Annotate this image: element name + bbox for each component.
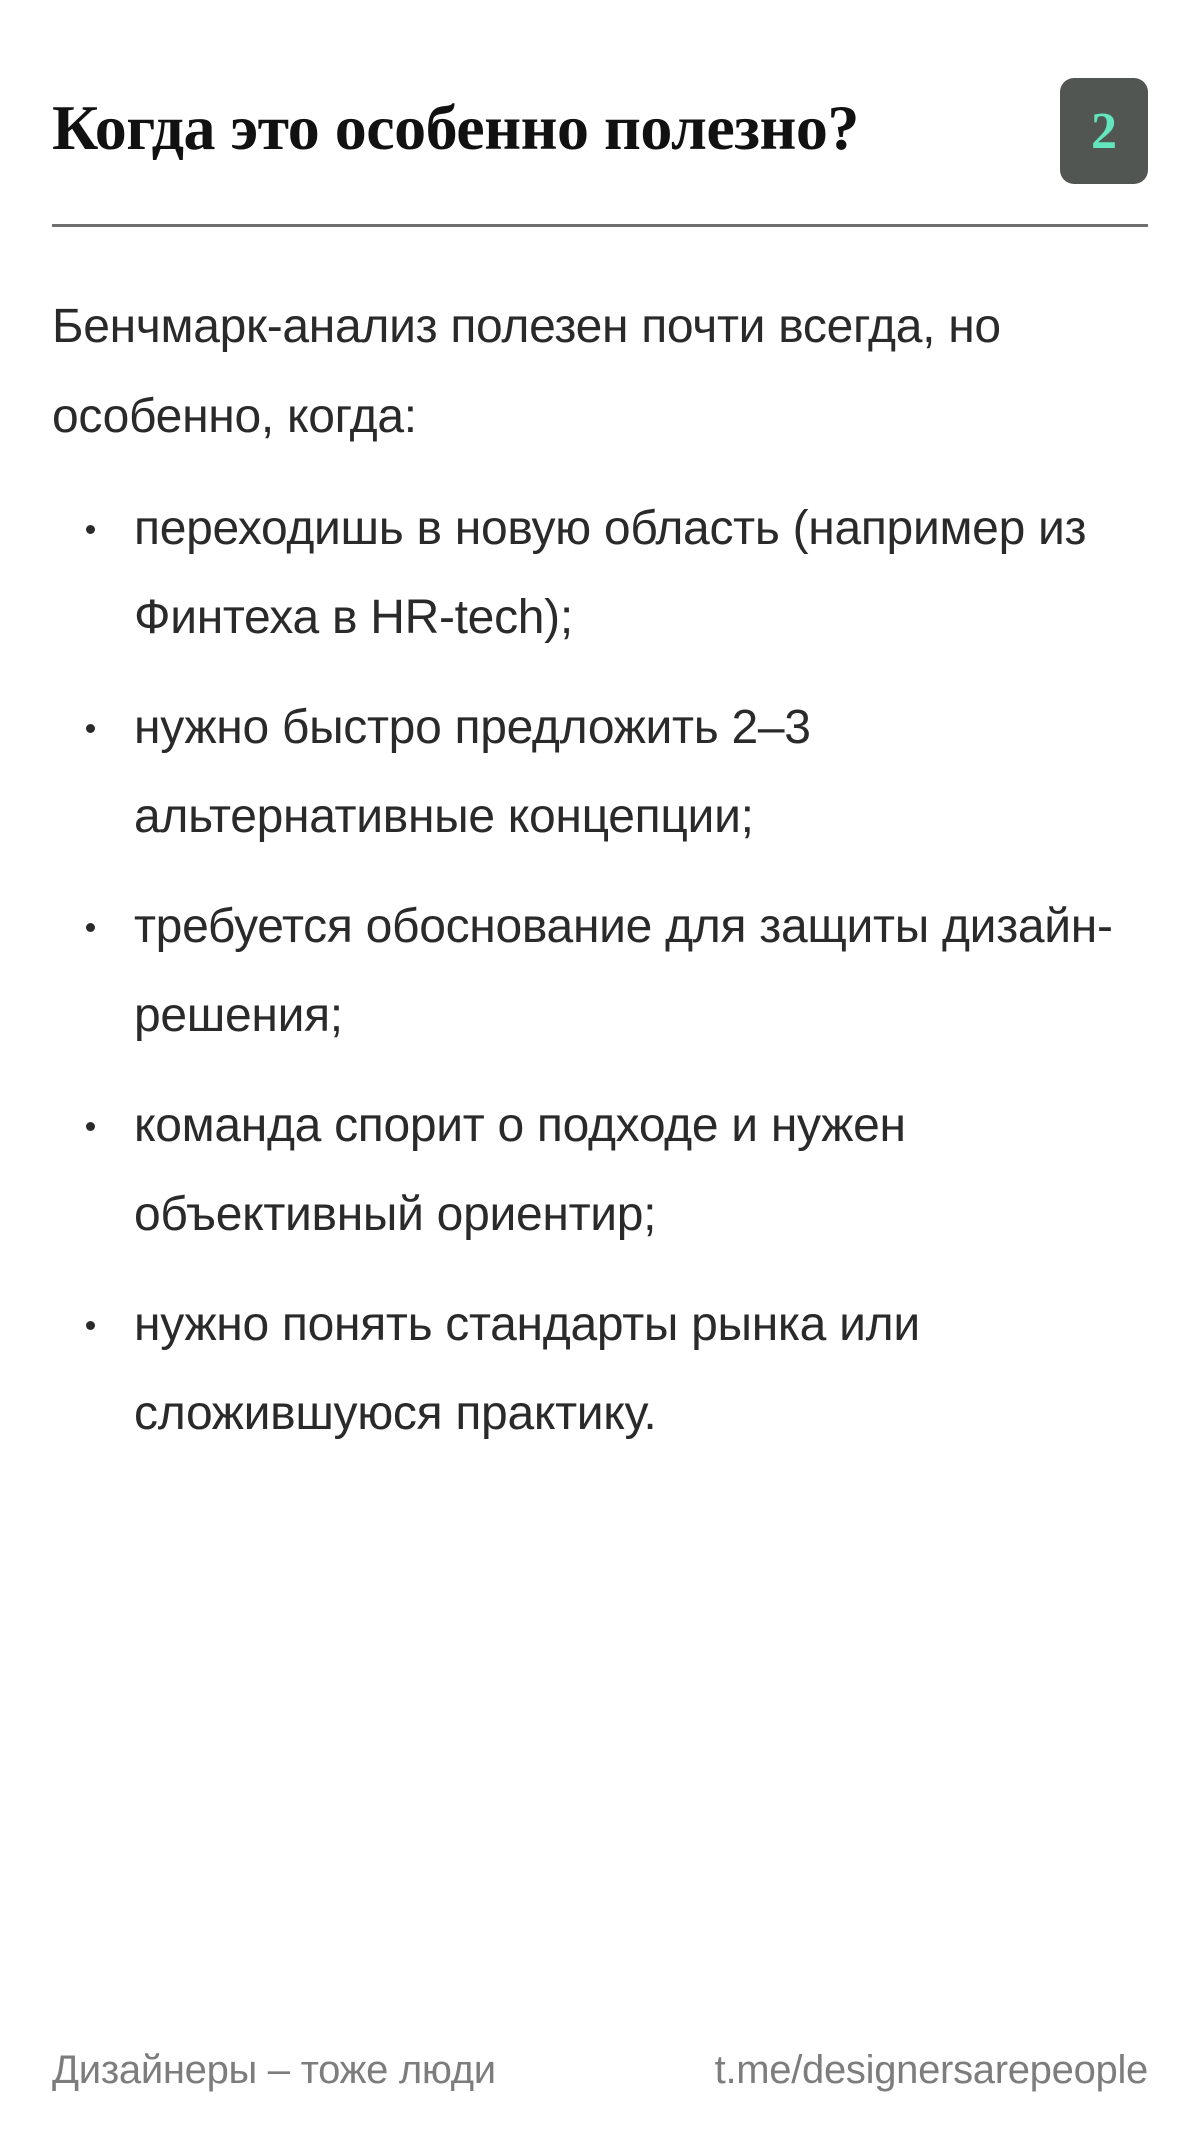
list-item-text: переходишь в новую область (например из Финтеха в HR-tech); [134,502,1087,644]
list-item [52,882,1148,1060]
list-item-text: нужно понять стандарты рынка или сложившуюся практику. [134,1298,920,1440]
bullet-icon [86,724,95,733]
list-item [52,484,1148,662]
page-number-badge: 2 [1060,78,1148,184]
page-title: Когда это особенно полезно? [52,92,859,163]
list-item [52,1081,1148,1259]
footer-link[interactable]: t.me/designersarepeople [714,2048,1148,2092]
list-item-text: нужно быстро предложить 2–3 альтернативные концепции; [134,701,811,843]
bullet-icon [86,923,95,932]
list-item-text: команда спорит о подходе и нужен объективный ориентир; [134,1099,906,1241]
list-item [52,1280,1148,1458]
header-divider [52,224,1148,227]
intro-paragraph: Бенчмарк-анализ полезен почти всегда, но особенно, когда: [52,300,1001,443]
bullet-icon [86,1122,95,1131]
bullet-icon [86,525,95,534]
list-item [52,683,1148,861]
bullet-list [52,484,1148,1479]
footer-brand: Дизайнеры – тоже люди [52,2048,496,2092]
bullet-icon [86,1321,95,1330]
list-item-text: требуется обоснование для защиты дизайн-решения; [134,900,1113,1042]
slide-header [52,78,1148,188]
